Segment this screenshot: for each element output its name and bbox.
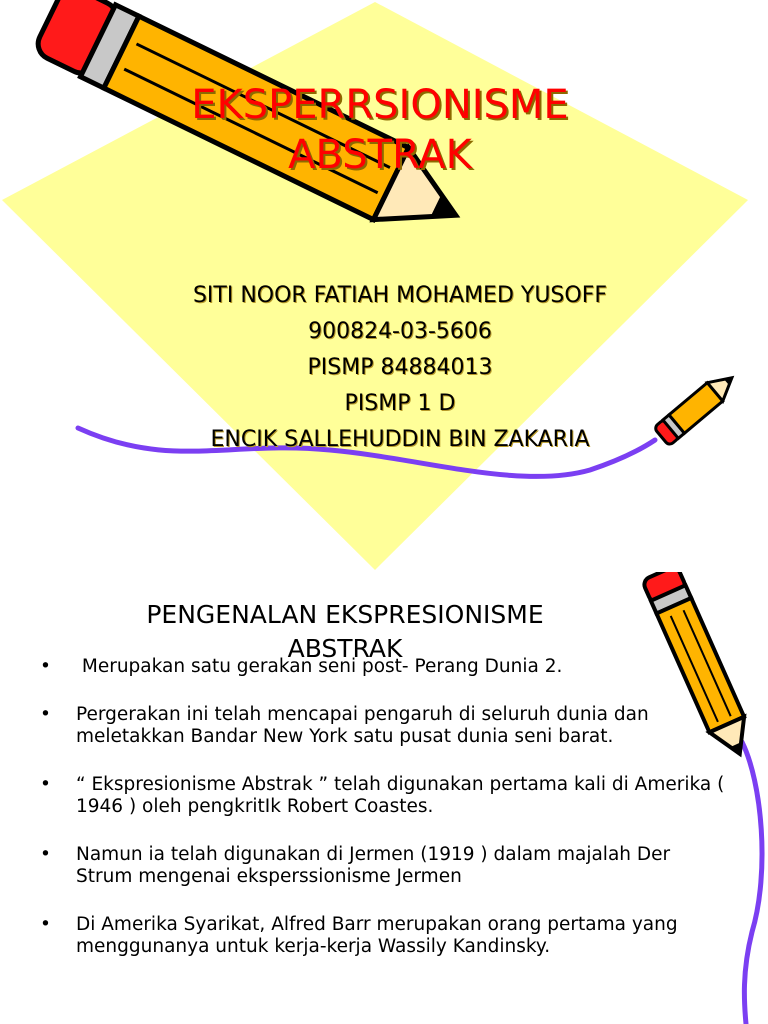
bullet-text: Di Amerika Syarikat, Alfred Barr merupakan orang pertama yang menggunanya untuk kerja-kerja Wassily Kandinsky.	[76, 914, 678, 957]
author-ic-number: 900824-03-5606	[308, 319, 492, 344]
author-program-number: PISMP 84884013	[307, 355, 493, 380]
bullet-text: Merupakan satu gerakan seni post- Perang Dunia 2.	[76, 656, 563, 677]
author-class: PISMP 1 D	[344, 391, 456, 416]
bullet-marker: •	[40, 656, 51, 677]
bullet-marker: •	[40, 704, 51, 725]
heading-line-2: ABSTRAK	[287, 634, 403, 663]
bullet-marker: •	[40, 914, 51, 935]
heading-line-1: PENGENALAN EKSPRESIONISME	[146, 600, 544, 629]
author-info	[40, 278, 760, 458]
bullet-item	[0, 914, 730, 958]
title-line-2: ABSTRAK	[288, 132, 472, 178]
presentation-title	[60, 80, 700, 180]
introduction-slide	[0, 572, 768, 1024]
bullet-item	[0, 656, 730, 678]
bullet-marker: •	[40, 774, 51, 795]
purple-curve-line	[742, 742, 762, 1024]
lecturer-name: ENCIK SALLEHUDDIN BIN ZAKARIA	[210, 427, 590, 452]
bullet-text: Pergerakan ini telah mencapai pengaruh di seluruh dunia dan meletakkan Bandar New York satu pusat dunia seni barat.	[76, 704, 649, 747]
title-line-1: EKSPERRSIONISME	[191, 82, 569, 128]
author-name: SITI NOOR FATIAH MOHAMED YUSOFF	[192, 283, 608, 308]
bullet-text: “ Ekspresionisme Abstrak ” telah digunakan pertama kali di Amerika ( 1946 ) oleh pengkritIk Robert Coastes.	[76, 774, 725, 817]
bullet-list	[0, 656, 730, 984]
bullet-marker: •	[40, 844, 51, 865]
bullet-item	[0, 704, 730, 748]
bullet-text: Namun ia telah digunakan di Jermen (1919 ) dalam majalah Der Strum mengenai eksperssionisme Jermen	[76, 844, 671, 887]
bullet-item	[0, 774, 730, 818]
bullet-item	[0, 844, 730, 888]
